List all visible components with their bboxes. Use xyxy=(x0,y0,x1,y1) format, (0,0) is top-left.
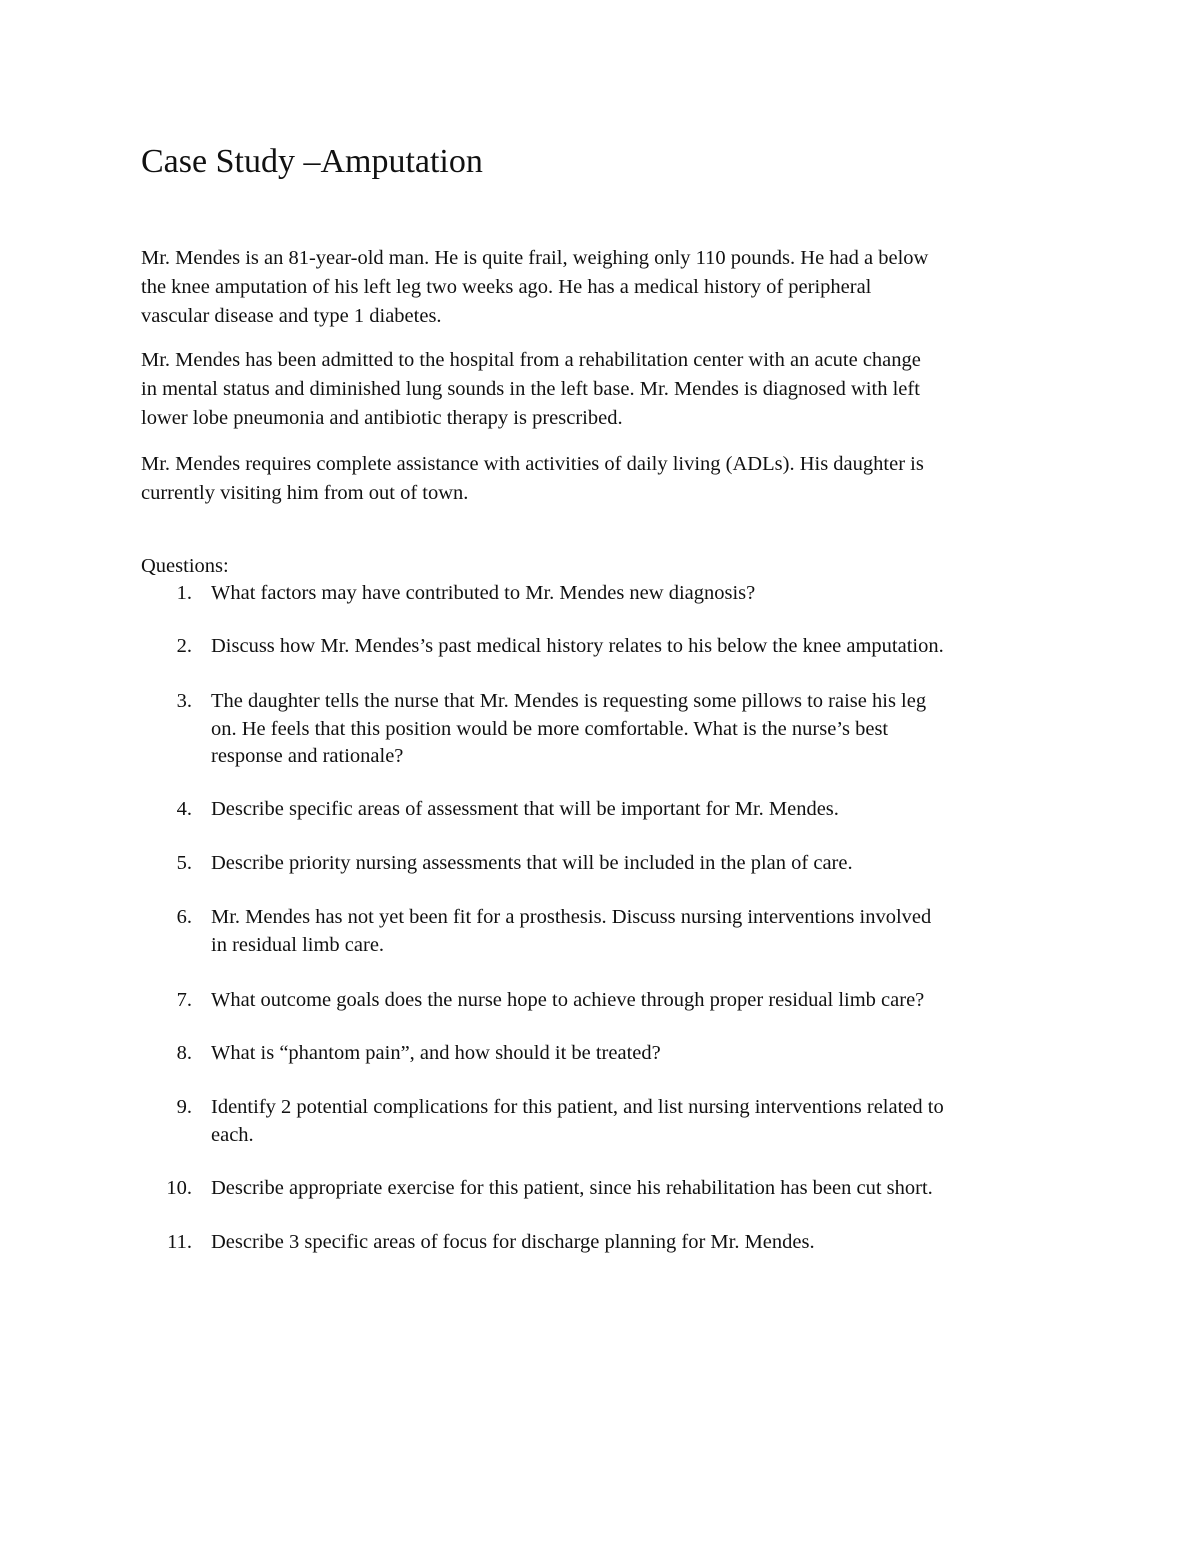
question-text: Describe priority nursing assessments that will be included in the plan of care. xyxy=(211,852,853,874)
question-text: response and rationale? xyxy=(211,745,404,767)
question-text: Describe 3 specific areas of focus for discharge planning for Mr. Mendes. xyxy=(211,1231,815,1253)
question-text: each. xyxy=(211,1123,254,1146)
paragraph-line: Mr. Mendes is an 81-year-old man. He is quite frail, weighing only 110 pounds. He had a below xyxy=(141,247,929,269)
paragraph-line: in mental status and diminished lung sounds in the left base. Mr. Mendes is diagnosed with left xyxy=(141,378,920,400)
question-number: 2. xyxy=(176,635,192,657)
question-number: 7. xyxy=(176,989,192,1011)
question-text: on. He feels that this position would be more comfortable. What is the nurse’s best xyxy=(211,717,889,740)
question-text: Discuss how Mr. Mendes’s past medical history relates to his below the knee amputation. xyxy=(211,635,944,657)
document-title: Case Study –Amputation xyxy=(141,143,483,180)
question-number: 5. xyxy=(176,852,192,874)
question-number: 3. xyxy=(176,690,192,712)
paragraph-line: the knee amputation of his left leg two weeks ago. He has a medical history of peripheral xyxy=(141,276,872,298)
paragraph-line: Mr. Mendes has been admitted to the hospital from a rehabilitation center with an acute change xyxy=(141,349,921,371)
question-number: 9. xyxy=(176,1096,192,1118)
question-text: Describe appropriate exercise for this patient, since his rehabilitation has been cut short. xyxy=(211,1177,933,1199)
question-text: What outcome goals does the nurse hope to achieve through proper residual limb care? xyxy=(211,989,925,1011)
paragraph-line: Mr. Mendes requires complete assistance with activities of daily living (ADLs). His daughter is xyxy=(141,453,924,475)
paragraph-line: lower lobe pneumonia and antibiotic therapy is prescribed. xyxy=(141,407,623,429)
questions-heading: Questions: xyxy=(141,555,229,577)
question-text: The daughter tells the nurse that Mr. Mendes is requesting some pillows to raise his leg xyxy=(211,690,927,712)
question-number: 4. xyxy=(176,798,192,820)
question-text: in residual limb care. xyxy=(211,933,385,956)
question-number: 8. xyxy=(176,1042,192,1064)
question-text: What factors may have contributed to Mr. Mendes new diagnosis? xyxy=(211,582,756,604)
question-number: 10. xyxy=(166,1177,192,1199)
question-text: Describe specific areas of assessment that will be important for Mr. Mendes. xyxy=(211,798,839,820)
question-number: 1. xyxy=(176,582,192,604)
question-text: Mr. Mendes has not yet been fit for a prosthesis. Discuss nursing interventions involved xyxy=(211,906,932,928)
paragraph-line: vascular disease and type 1 diabetes. xyxy=(141,305,442,327)
question-number: 6. xyxy=(176,906,192,928)
paragraph-line: currently visiting him from out of town. xyxy=(141,482,469,504)
question-text: Identify 2 potential complications for this patient, and list nursing interventions related to xyxy=(211,1096,944,1118)
question-number: 11. xyxy=(167,1231,192,1253)
question-text: What is “phantom pain”, and how should it be treated? xyxy=(211,1042,661,1064)
